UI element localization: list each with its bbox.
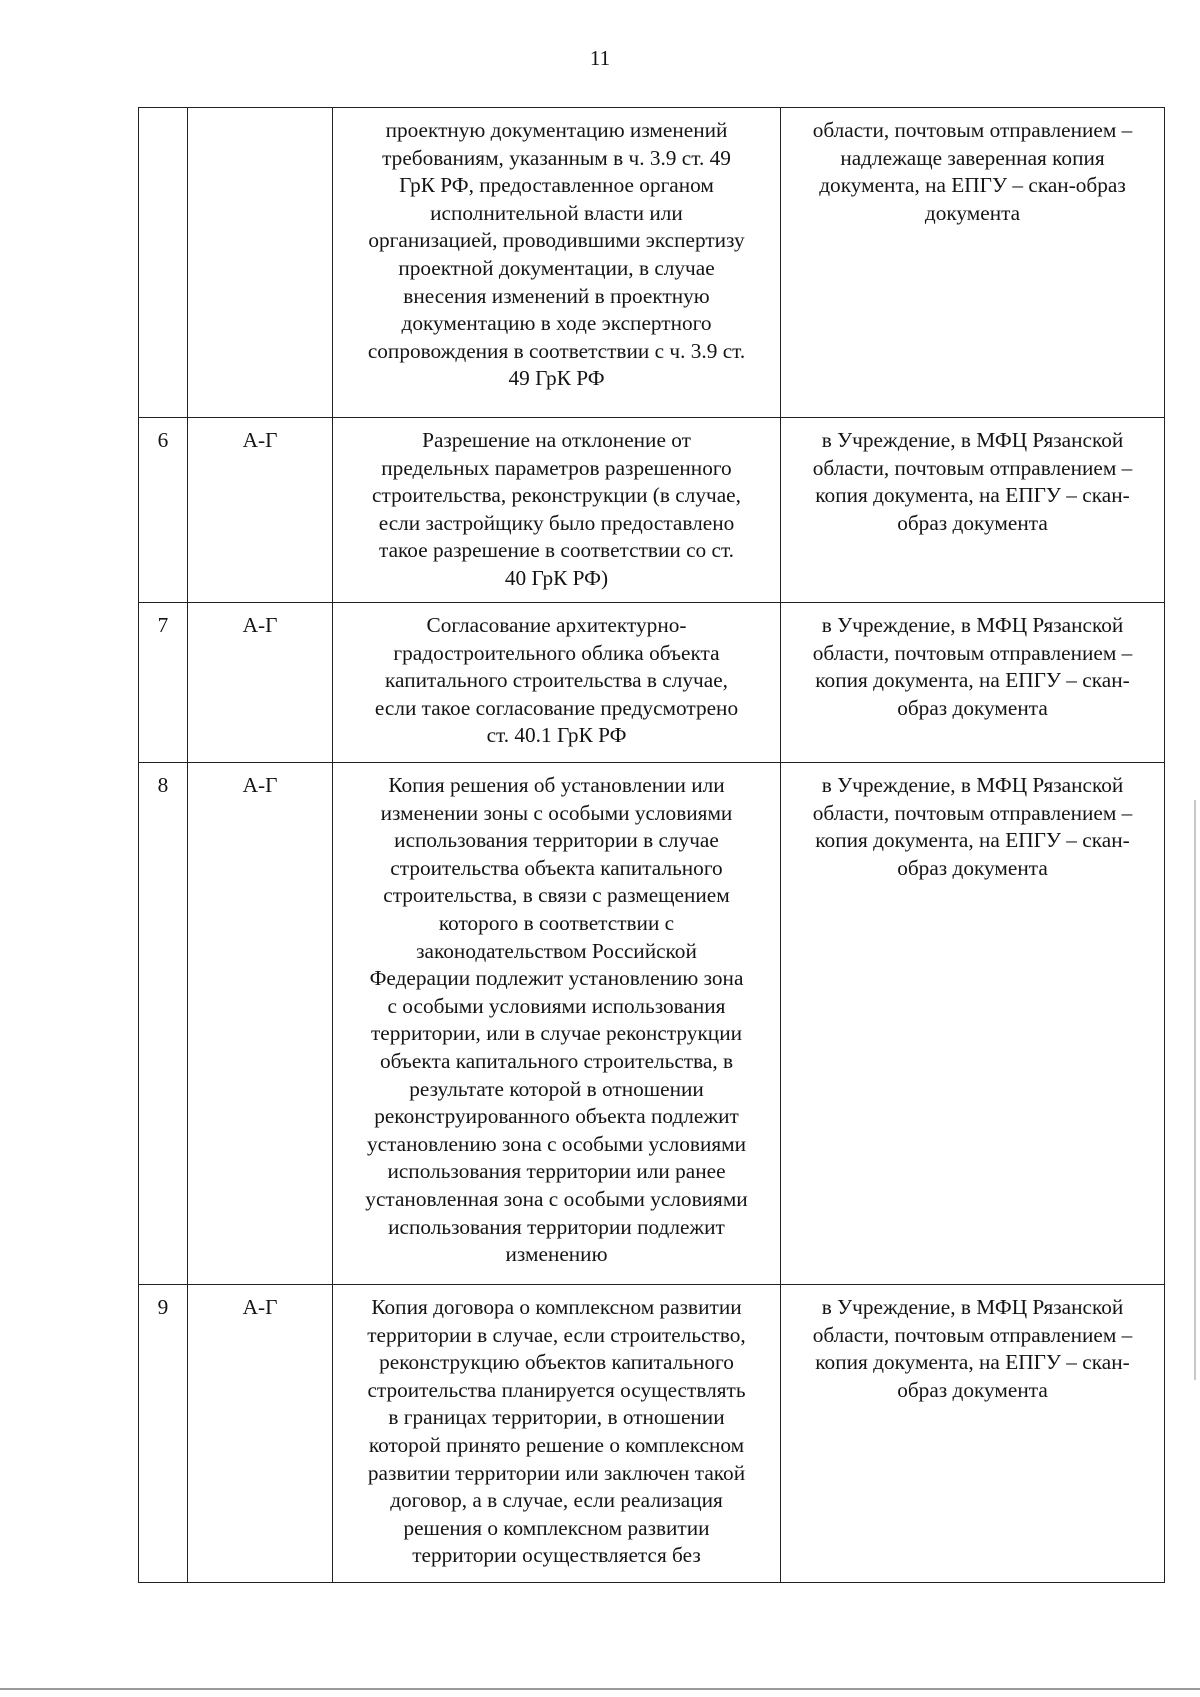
row-code-cell: А-Г [188, 763, 333, 1285]
submission-method-cell: в Учреждение, в МФЦ Рязанской области, почтовым отправлением – копия документа, на ЕПГУ – скан- образ документа [781, 418, 1165, 603]
submission-method-cell: области, почтовым отправлением – надлежаще заверенная копия документа, на ЕПГУ – скан-образ документа [781, 108, 1165, 418]
scan-edge-line [1194, 800, 1196, 1380]
row-number-cell: 7 [139, 603, 188, 763]
submission-method-cell: в Учреждение, в МФЦ Рязанской области, почтовым отправлением – копия документа, на ЕПГУ – скан- образ документа [781, 1285, 1165, 1583]
document-name-cell: проектную документацию изменений требованиям, указанным в ч. 3.9 ст. 49 ГрК РФ, предоставленное органом исполнительной власти или организацией, проводившими экспертизу проектной документации, в случае внесения изменений в проектную документацию в ходе экспертного сопровождения в соответствии с ч. 3.9 ст. 49 ГрК РФ [333, 108, 781, 418]
document-name-cell: Копия решения об установлении или изменении зоны с особыми условиями использования территории в случае строительства объекта капитального строительства, в связи с размещением которого в соответствии с законодательством Российской Федерации подлежит установлению зона с особыми условиями использования территории, или в случае реконструкции объекта капитального строительства, в результате которой в отношении реконструированного объекта подлежит установлению зона с особыми условиями использования территории или ранее установленная зона с особыми условиями использования территории подлежит изменению [333, 763, 781, 1285]
page-bottom-divider [0, 1688, 1200, 1690]
table-row [139, 763, 1165, 1285]
document-name-cell: Согласование архитектурно- градостроительного облика объекта капитального строительства в случае, если такое согласование предусмотрено ст. 40.1 ГрК РФ [333, 603, 781, 763]
row-code-cell: А-Г [188, 418, 333, 603]
table-row [139, 603, 1165, 763]
table-row [139, 418, 1165, 603]
row-code-cell [188, 108, 333, 418]
row-number-cell [139, 108, 188, 418]
row-code-cell: А-Г [188, 603, 333, 763]
document-name-cell: Копия договора о комплексном развитии территории в случае, если строительство, реконструкцию объектов капитального строительства планируется осуществлять в границах территории, в отношении которой принято решение о комплексном развитии территории или заключен такой договор, а в случае, если реализация решения о комплексном развитии территории осуществляется без [333, 1285, 781, 1583]
submission-method-cell: в Учреждение, в МФЦ Рязанской области, почтовым отправлением – копия документа, на ЕПГУ – скан- образ документа [781, 603, 1165, 763]
row-code-cell: А-Г [188, 1285, 333, 1583]
row-number-cell: 9 [139, 1285, 188, 1583]
row-number-cell: 8 [139, 763, 188, 1285]
submission-method-cell: в Учреждение, в МФЦ Рязанской области, почтовым отправлением – копия документа, на ЕПГУ – скан- образ документа [781, 763, 1165, 1285]
page-number: 11 [589, 46, 611, 70]
documents-table [138, 107, 1165, 1583]
document-name-cell: Разрешение на отклонение от предельных параметров разрешенного строительства, реконструкции (в случае, если застройщику было предоставлено такое разрешение в соответствии со ст. 40 ГрК РФ) [333, 418, 781, 603]
table-row [139, 108, 1165, 418]
table-row [139, 1285, 1165, 1583]
row-number-cell: 6 [139, 418, 188, 603]
